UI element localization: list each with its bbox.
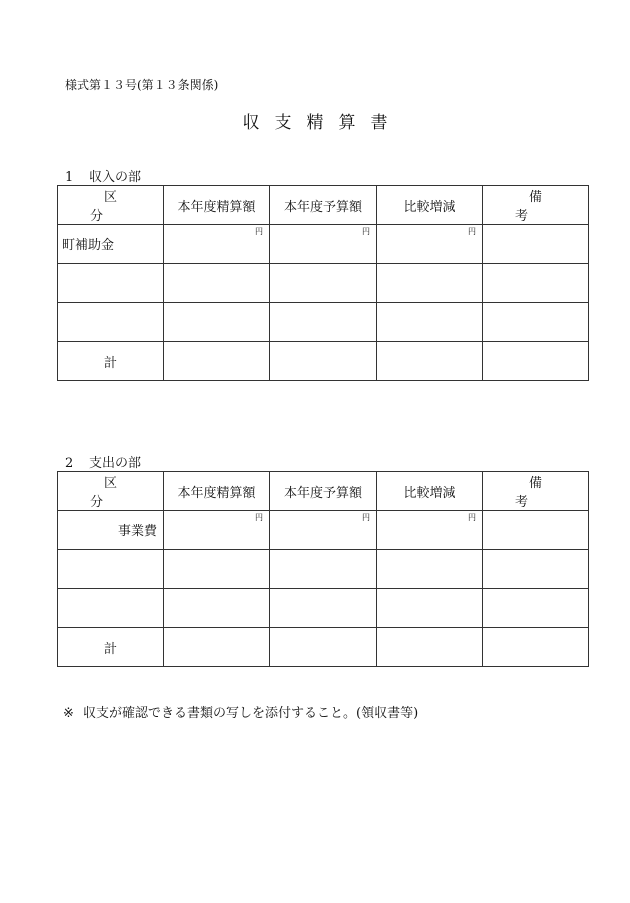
document-title: 収支精算書 [242, 113, 403, 133]
header-budget: 本年度予算額 [270, 472, 377, 511]
expense-row-difference [377, 550, 483, 589]
income-total-actual [164, 342, 270, 381]
income-row-budget [270, 264, 377, 303]
income-section-number: 1 [65, 170, 74, 185]
expense-row-budget [270, 589, 377, 628]
expense-table [57, 471, 589, 667]
unit-label: 円 [468, 513, 476, 522]
income-total-label: 計 [58, 342, 164, 381]
table-row [58, 264, 589, 303]
expense-total-row [58, 628, 589, 667]
income-row-notes [483, 264, 589, 303]
header-difference: 比較増減 [377, 472, 483, 511]
table-row [58, 511, 589, 550]
income-header-row [58, 186, 589, 225]
expense-section-heading [65, 456, 141, 471]
expense-row-difference [377, 511, 483, 550]
expense-row-notes [483, 550, 589, 589]
footnote-text: 収支が確認できる書類の写しを添付すること。(領収書等) [83, 706, 419, 721]
expense-row-budget [270, 550, 377, 589]
table-row [58, 225, 589, 264]
header-notes: 備考 [483, 472, 589, 511]
income-row-difference [377, 225, 483, 264]
income-row-actual [164, 225, 270, 264]
income-total-row [58, 342, 589, 381]
form-number: 様式第１３号(第１３条関係) [65, 78, 219, 92]
income-row-budget [270, 303, 377, 342]
header-notes: 備考 [483, 186, 589, 225]
income-row-category: 町補助金 [58, 225, 164, 264]
expense-section-label: 支出の部 [89, 456, 142, 471]
income-row-category [58, 303, 164, 342]
income-row-difference [377, 264, 483, 303]
unit-label: 円 [362, 513, 370, 522]
income-row-actual [164, 303, 270, 342]
income-section-heading [65, 170, 141, 185]
header-actual: 本年度精算額 [164, 472, 270, 511]
expense-total-notes [483, 628, 589, 667]
unit-label: 円 [468, 227, 476, 236]
expense-section-number: 2 [65, 456, 74, 471]
header-difference: 比較増減 [377, 186, 483, 225]
unit-label: 円 [255, 513, 263, 522]
expense-row-category [58, 589, 164, 628]
footnote-mark: ※ [63, 706, 74, 721]
expense-row-notes [483, 511, 589, 550]
expense-total-label: 計 [58, 628, 164, 667]
expense-row-budget [270, 511, 377, 550]
expense-row-actual [164, 589, 270, 628]
income-row-category [58, 264, 164, 303]
income-row-budget [270, 225, 377, 264]
income-table [57, 185, 589, 381]
expense-row-difference [377, 589, 483, 628]
unit-label: 円 [362, 227, 370, 236]
header-actual: 本年度精算額 [164, 186, 270, 225]
income-total-budget [270, 342, 377, 381]
income-total-difference [377, 342, 483, 381]
table-row [58, 589, 589, 628]
table-row [58, 550, 589, 589]
expense-row-category: 事業費 [58, 511, 164, 550]
income-row-actual [164, 264, 270, 303]
income-row-notes [483, 225, 589, 264]
income-row-notes [483, 303, 589, 342]
expense-total-actual [164, 628, 270, 667]
unit-label: 円 [255, 227, 263, 236]
expense-row-actual [164, 511, 270, 550]
expense-row-actual [164, 550, 270, 589]
table-row [58, 303, 589, 342]
header-category: 区分 [58, 186, 164, 225]
income-total-notes [483, 342, 589, 381]
expense-header-row [58, 472, 589, 511]
header-category: 区分 [58, 472, 164, 511]
expense-total-difference [377, 628, 483, 667]
income-row-difference [377, 303, 483, 342]
income-section-label: 収入の部 [89, 170, 142, 185]
expense-row-category [58, 550, 164, 589]
expense-row-notes [483, 589, 589, 628]
footnote [63, 706, 418, 721]
expense-total-budget [270, 628, 377, 667]
header-budget: 本年度予算額 [270, 186, 377, 225]
